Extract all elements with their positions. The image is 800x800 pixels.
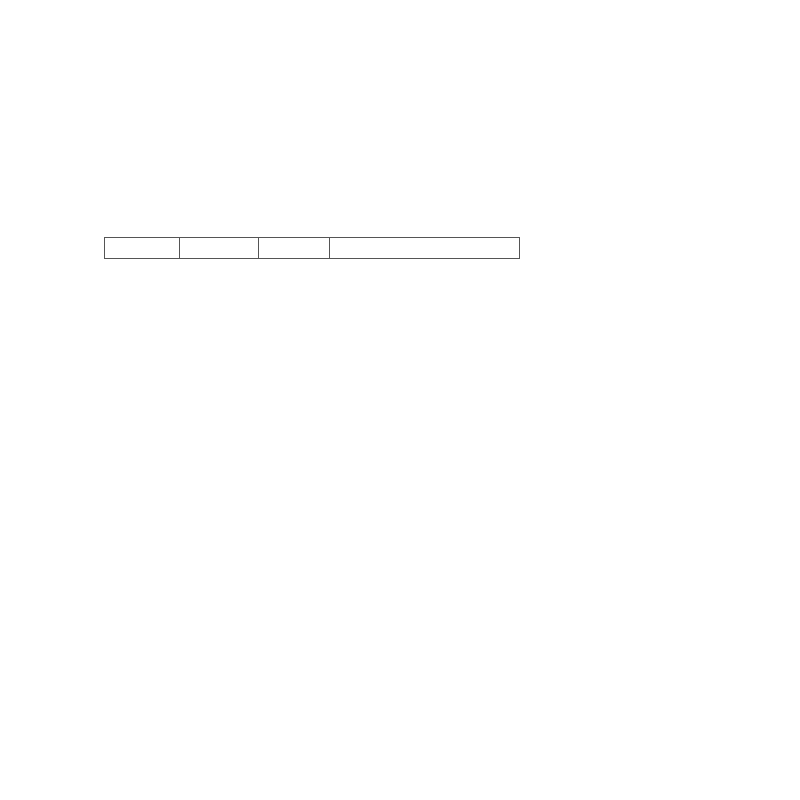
header-wire-no [105, 238, 180, 259]
header-color [259, 238, 330, 259]
wiring-header-row [105, 238, 520, 259]
header-function [180, 238, 259, 259]
wiring-table [104, 237, 520, 259]
header-description [330, 238, 520, 259]
